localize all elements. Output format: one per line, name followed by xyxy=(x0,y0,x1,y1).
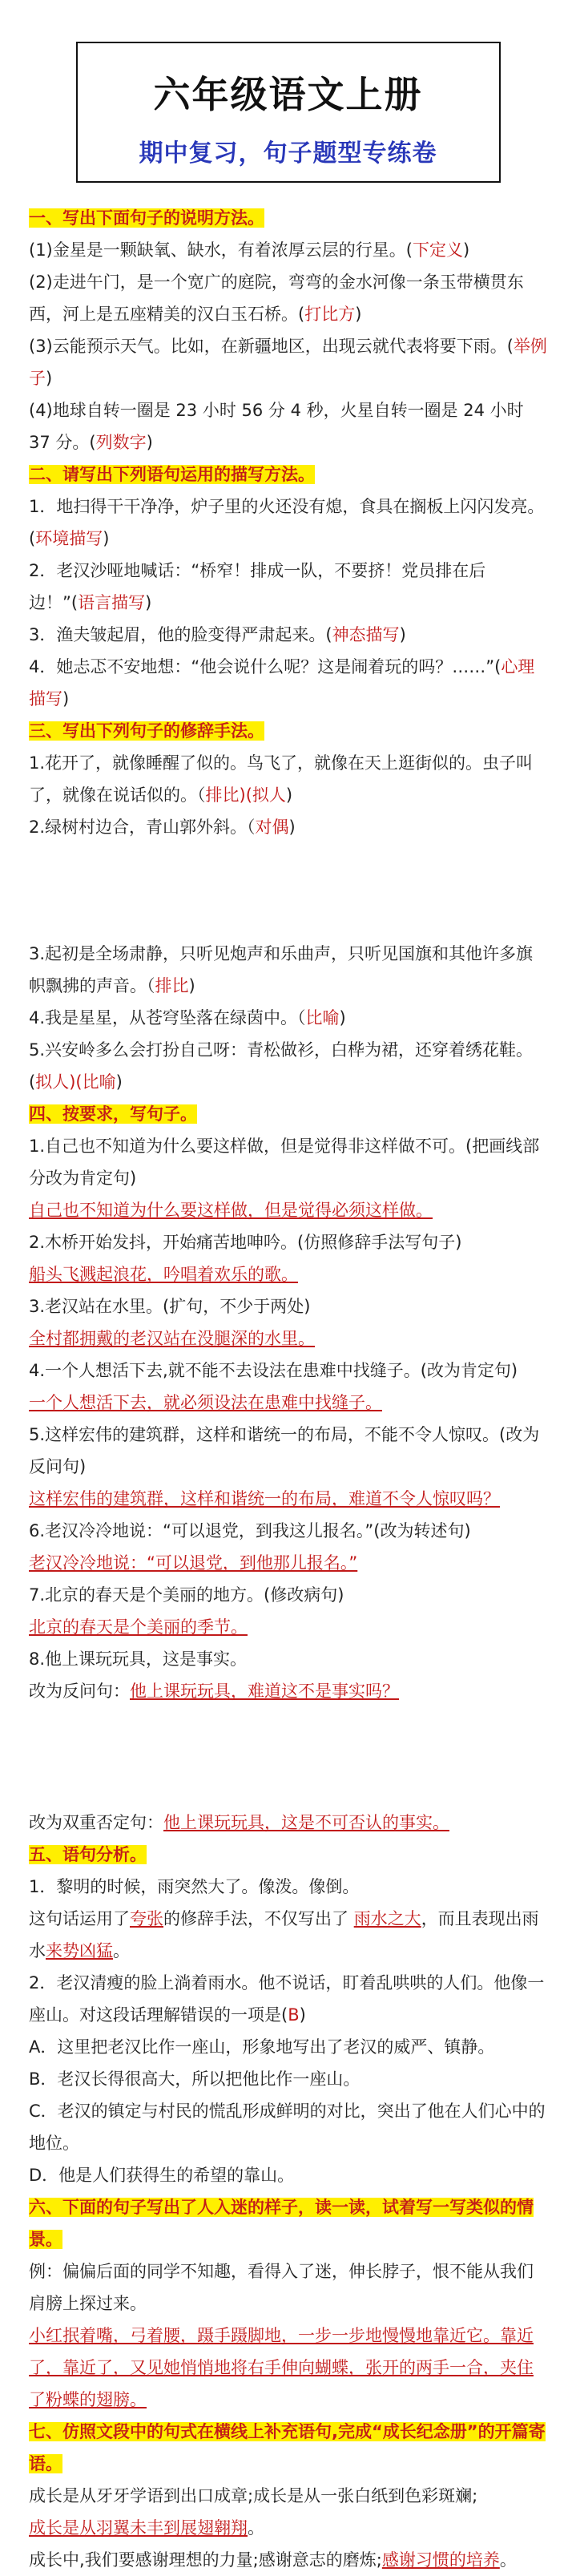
answer: 语言描写 xyxy=(78,593,146,612)
section-1-heading: 一、写出下面句子的说明方法。 xyxy=(29,208,264,228)
worksheet-content xyxy=(0,202,576,2576)
page-title: 六年级语文上册 xyxy=(153,73,423,116)
section-3-heading: 三、写出下列句子的修辞手法。 xyxy=(29,721,264,741)
s4-question-4: 4.一个人想活下去,就不能不去设法在患难中找缝子。(改为肯定句) xyxy=(29,1361,518,1380)
s7-line-1: 成长是从牙牙学语到出口成章;成长是从一张白纸到色彩斑斓; xyxy=(29,2486,478,2505)
section-6-heading: 六、下面的句子写出了人入迷的样子，读一读，试着写一写类似的情景。 xyxy=(29,2198,534,2249)
s5-option-c: C．老汉的镇定与村民的慌乱形成鲜明的对比，突出了他在人们心中的地位。 xyxy=(29,2102,546,2153)
title-box xyxy=(76,42,501,183)
s4-question-6: 6.老汉冷冷地说：“可以退党，到我这儿报名。”(改为转述句) xyxy=(29,1521,471,1540)
s5-passage-2: 2．老汉清瘦的脸上淌着雨水。他不说话，盯着乱哄哄的人们。他像一座山。对这段话理解错误的一项是(B) xyxy=(29,1973,545,2025)
section-5-heading: 五、语句分析。 xyxy=(29,1845,147,1864)
section-2-heading: 二、请写出下列语句运用的描写方法。 xyxy=(29,465,315,484)
s3-item-1: 1.花开了，就像睡醒了似的。鸟飞了，就像在天上逛街似的。虫子叫了，就像在说话似的。（排比)(拟人) xyxy=(29,753,534,805)
s4-answer-8b: 改为双重否定句：他上课玩玩具，这是不可否认的事实。 xyxy=(29,1813,449,1832)
s7-line-2: 成长是从羽翼未丰到展翅翱翔。 xyxy=(29,2518,264,2538)
blank-space xyxy=(29,843,547,938)
s1-item-1: (1)金星是一颗缺氧、缺水，有着浓厚云层的行星。(下定义) xyxy=(29,240,470,260)
blank-space xyxy=(29,1707,547,1807)
s5-option-a: A．这里把老汉比作一座山，形象地写出了老汉的威严、镇静。 xyxy=(29,2037,495,2057)
answer: 神态描写 xyxy=(332,625,400,644)
s6-answer: 小红抿着嘴，弓着腰，蹑手蹑脚地，一步一步地慢慢地靠近它。靠近了，靠近了，又见她悄悄地将右手伸向蝴蝶，张开的两手一合，夹住了粉蝶的翅膀。 xyxy=(29,2326,534,2409)
worksheet-page xyxy=(0,42,576,2570)
answer: 比喻 xyxy=(305,1008,340,1028)
answer: 拟人)(比喻 xyxy=(35,1072,116,1092)
s1-item-3: (3)云能预示天气。比如，在新疆地区，出现云就代表将要下雨。(举例子) xyxy=(29,337,547,388)
answer: 打比方 xyxy=(304,305,356,324)
s4-question-7: 7.北京的春天是个美丽的地方。(修改病句) xyxy=(29,1585,344,1605)
answer: 排比 xyxy=(155,976,189,995)
s4-question-5: 5.这样宏伟的建筑群，这样和谐统一的布局，不能不令人惊叹。(改为反问句) xyxy=(29,1425,540,1476)
s5-analysis: 这句话运用了夸张的修辞手法，不仅写出了 雨水之大，而且表现出雨水来势凶猛。 xyxy=(29,1909,539,1960)
s4-question-2: 2.木桥开始发抖，开始痛苦地呻吟。(仿照修辞手法写句子) xyxy=(29,1233,462,1252)
s2-item-1: 1．地扫得干干净净，炉子里的火还没有熄，食具在搁板上闪闪发亮。(环境描写) xyxy=(29,497,545,548)
s5-option-d: D．他是人们获得生的希望的靠山。 xyxy=(29,2166,295,2185)
s5-passage-1: 1．黎明的时候，雨突然大了。像泼。像倒。 xyxy=(29,1877,360,1896)
s4-answer-3: 全村都拥戴的老汉站在没腿深的水里。 xyxy=(29,1329,315,1348)
s1-item-4: (4)地球自转一圈是 23 小时 56 分 4 秒，火星自转一圈是 24 小时 37 分。(列数字) xyxy=(29,401,524,452)
s2-item-4: 4．她忐忑不安地想：“他会说什么呢？这是闹着玩的吗？……”(心理描写) xyxy=(29,657,535,709)
s4-answer-8a: 改为反问句：他上课玩玩具，难道这不是事实吗？ xyxy=(29,1682,399,1701)
s4-answer-2: 船头飞溅起浪花，吟唱着欢乐的歌。 xyxy=(29,1265,298,1284)
s3-item-3: 3.起初是全场肃静，只听见炮声和乐曲声，只听见国旗和其他许多旗帜飘拂的声音。（排比) xyxy=(29,944,534,995)
s4-question-8: 8.他上课玩玩具，这是事实。 xyxy=(29,1649,248,1669)
s3-item-4: 4.我是星星，从苍穹坠落在绿茵中。（比喻) xyxy=(29,1008,346,1028)
answer: 心理描写 xyxy=(29,657,535,709)
s4-answer-4: 一个人想活下去，就必须设法在患难中找缝子。 xyxy=(29,1393,382,1412)
answer: 下定义 xyxy=(412,240,463,260)
s7-line-3: 成长中,我们要感谢理想的力量;感谢意志的磨炼;感谢习惯的培养。 xyxy=(29,2550,517,2570)
s1-item-2: (2)走进午门，是一个宽广的庭院，弯弯的金水河像一条玉带横贯东西，河上是五座精美的汉白玉石桥。(打比方) xyxy=(29,273,524,324)
section-7-heading: 七、仿照文段中的句式在横线上补充语句,完成“成长纪念册”的开篇寄语。 xyxy=(29,2422,546,2473)
s4-answer-7: 北京的春天是个美丽的季节。 xyxy=(29,1617,248,1637)
s4-answer-6: 老汉冷冷地说：“可以退党，到他那儿报名。” xyxy=(29,1553,358,1573)
s4-question-1: 1.自己也不知道为什么要这样做，但是觉得非这样做不可。(把画线部分改为肯定句) xyxy=(29,1137,540,1188)
s4-answer-5: 这样宏伟的建筑群，这样和谐统一的布局，难道不令人惊叹吗？ xyxy=(29,1489,500,1508)
answer: 环境描写 xyxy=(35,529,103,548)
answer: 举例子 xyxy=(29,337,547,388)
answer: 列数字 xyxy=(95,433,147,452)
s4-question-3: 3.老汉站在水里。(扩句，不少于两处) xyxy=(29,1297,311,1316)
s4-answer-1: 自己也不知道为什么要这样做，但是觉得必须这样做。 xyxy=(29,1201,433,1220)
s3-item-2: 2.绿树村边合，青山郭外斜。（对偶) xyxy=(29,818,296,837)
page-subtitle: 期中复习，句子题型专练卷 xyxy=(139,139,437,168)
s6-example: 例：偏偏后面的同学不知趣，看得入了迷，伸长脖子，恨不能从我们肩膀上探过来。 xyxy=(29,2262,534,2313)
s3-item-5: 5.兴安岭多么会打扮自己呀：青松做衫，白桦为裙，还穿着绣花鞋。(拟人)(比喻) xyxy=(29,1040,534,1092)
s5-option-b: B．老汉长得很高大，所以把他比作一座山。 xyxy=(29,2069,361,2089)
section-4-heading: 四、按要求，写句子。 xyxy=(29,1104,197,1124)
answer: 排比)(拟人 xyxy=(205,785,286,805)
answer: 对偶 xyxy=(255,818,289,837)
s2-item-2: 2．老汉沙哑地喊话：“桥窄！排成一队，不要挤！党员排在后边！”(语言描写) xyxy=(29,561,486,612)
s2-item-3: 3．渔夫皱起眉，他的脸变得严肃起来。(神态描写) xyxy=(29,625,406,644)
